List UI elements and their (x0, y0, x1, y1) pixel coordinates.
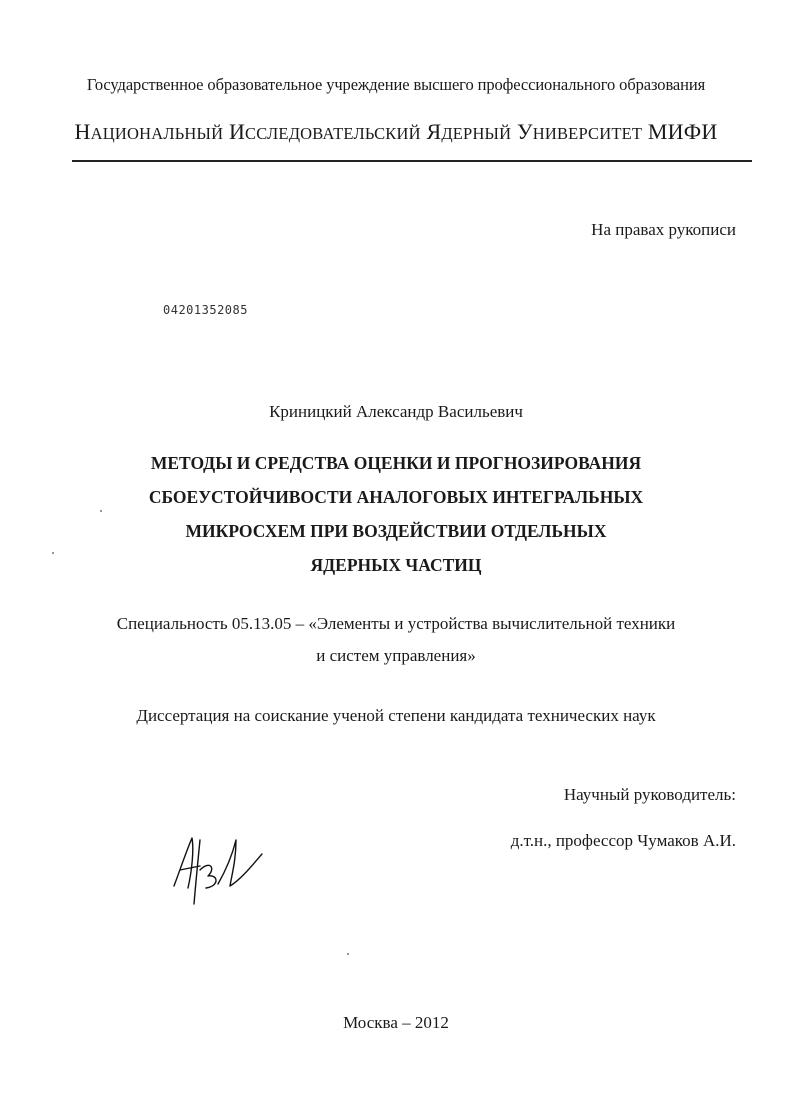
institution-line: Государственное образовательное учреждение высшего профессионального образования (86, 75, 706, 94)
title-line: ЯДЕРНЫХ ЧАСТИЦ (310, 555, 482, 575)
university-word-1: НАЦИОНАЛЬНЫЙ (74, 119, 224, 144)
title-line: МЕТОДЫ И СРЕДСТВА ОЦЕНКИ И ПРОГНОЗИРОВАНИЯ (150, 453, 642, 473)
university-word-5: МИФИ (647, 119, 718, 144)
specialty (0, 608, 792, 672)
supervisor-label: Научный руководитель: (563, 785, 736, 804)
scan-speck (100, 510, 102, 512)
manuscript-note: На правах рукописи (591, 220, 736, 239)
header-divider (72, 160, 752, 162)
signature (170, 830, 270, 910)
title-line: СБОЕУСТОЙЧИВОСТИ АНАЛОГОВЫХ ИНТЕГРАЛЬНЫХ (148, 487, 644, 507)
dissertation-title (0, 446, 792, 582)
title-line: МИКРОСХЕМ ПРИ ВОЗДЕЙСТВИИ ОТДЕЛЬНЫХ (185, 521, 607, 541)
scan-speck (347, 953, 349, 955)
university-word-2: ИССЛЕДОВАТЕЛЬСКИЙ (228, 119, 421, 144)
university-word-4: УНИВЕРСИТЕТ (516, 119, 643, 144)
supervisor-name: д.т.н., профессор Чумаков А.И. (510, 831, 736, 850)
specialty-line: и систем управления» (316, 646, 476, 665)
university-name (0, 119, 792, 145)
scan-speck (52, 552, 54, 554)
library-serial-number: 04201352085 (163, 303, 248, 317)
university-word-3: ЯДЕРНЫЙ (426, 119, 512, 144)
degree-statement: Диссертация на соискание ученой степени кандидата технических наук (136, 706, 656, 725)
specialty-line: Специальность 05.13.05 – «Элементы и устройства вычислительной техники (116, 614, 676, 633)
author-name: Криницкий Александр Васильевич (269, 402, 523, 421)
city-year: Москва – 2012 (343, 1013, 449, 1032)
